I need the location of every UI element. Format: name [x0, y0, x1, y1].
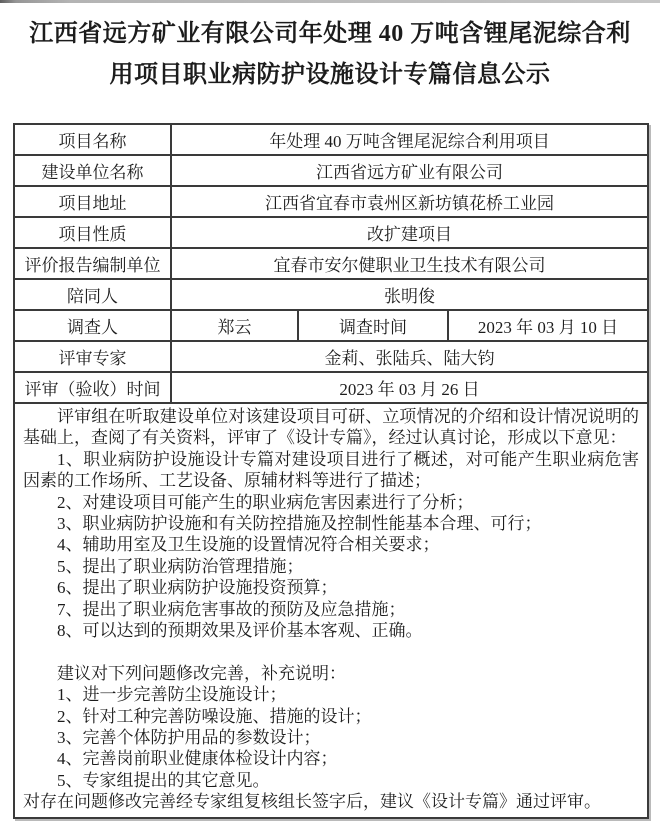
- opinion-suggestion: 4、完善岗前职业健康体检设计内容；: [57, 749, 338, 769]
- opinion-finding: 5、提出了职业病防治管理措施；: [57, 556, 304, 576]
- table-row-review-experts: [14, 341, 648, 372]
- opinion-intro: 评审组在听取建设单位对该建设项目可研、立项情况的介绍和设计情况说明的基础上，查阅了有关资料，评审了《设计专篇》，经过认真讨论，形成以下意见：: [23, 407, 640, 448]
- table-row-project-nature: [14, 217, 648, 248]
- opinion-finding: 1、职业病防护设施设计专篇对建设项目进行了概述，对可能产生职业病危害因素的工作场所、工艺设备、原辅材料等进行了描述；: [23, 449, 640, 491]
- opinion-finding: 7、提出了职业病危害事故的预防及应急措施；: [57, 599, 406, 619]
- row-value: 江西省远方矿业有限公司: [171, 155, 648, 186]
- table-row-project-name: [14, 124, 648, 155]
- row-label: 评审专家: [14, 341, 171, 372]
- blank-line: [23, 641, 639, 662]
- row-label: 项目名称: [14, 124, 171, 155]
- opinion-finding: 3、职业病防护设施和有关防控措施及控制性能基本合理、可行；: [57, 514, 542, 534]
- opinion-conclusion: 对存在问题修改完善经专家组复核组长签字后，建议《设计专篇》通过评审。: [23, 792, 601, 812]
- review-opinion-cell: [14, 403, 648, 818]
- table-row-review-date: [14, 372, 648, 403]
- row-label: 调查时间: [298, 310, 448, 341]
- table-row-review-opinion: [14, 403, 648, 818]
- table-row-project-address: [14, 186, 648, 217]
- table-row-accompanying-person: [14, 279, 648, 310]
- table-row-report-compiler: [14, 248, 648, 279]
- row-value: 江西省宜春市袁州区新坊镇花桥工业园: [171, 186, 648, 217]
- opinion-finding: 8、可以达到的预期效果及评价基本客观、正确。: [57, 621, 423, 641]
- opinion-finding: 4、辅助用室及卫生设施的设置情况符合相关要求；: [57, 535, 440, 555]
- row-value: 宜春市安尔健职业卫生技术有限公司: [171, 248, 648, 279]
- page-title: [0, 3, 660, 96]
- opinion-suggestion: 5、专家组提出的其它意见。: [57, 770, 270, 790]
- row-value: 金莉、张陆兵、陆大钧: [171, 341, 648, 372]
- opinion-suggest-intro: 建议对下列问题修改完善，补充说明：: [57, 663, 346, 683]
- row-value: 改扩建项目: [171, 217, 648, 248]
- page-title-line-2: 用项目职业病防护设施设计专篇信息公示: [109, 62, 551, 88]
- opinion-suggestion: 1、进一步完善防尘设施设计；: [57, 685, 287, 705]
- table-row-construction-unit: [14, 155, 648, 186]
- row-label: 项目地址: [14, 186, 171, 217]
- opinion-finding: 2、对建设项目可能产生的职业病危害因素进行了分析；: [57, 492, 474, 512]
- opinion-suggestion: 2、针对工种完善防噪设施、措施的设计；: [57, 706, 372, 726]
- opinion-finding: 6、提出了职业病防护设施投资预算；: [57, 578, 338, 598]
- row-value: 年处理 40 万吨含锂尾泥综合利用项目: [171, 124, 648, 155]
- table-row-investigator: [14, 310, 648, 341]
- row-label: 评价报告编制单位: [14, 248, 171, 279]
- row-value: 张明俊: [171, 279, 648, 310]
- row-value: 郑云: [171, 310, 298, 341]
- row-value: 2023 年 03 月 10 日: [448, 310, 648, 341]
- row-label: 陪同人: [14, 279, 171, 310]
- row-label: 建设单位名称: [14, 155, 171, 186]
- row-label: 评审（验收）时间: [14, 372, 171, 403]
- row-label: 调查人: [14, 310, 171, 341]
- page-title-line-1: 江西省远方矿业有限公司年处理 40 万吨含锂尾泥综合利: [29, 21, 631, 47]
- row-value: 2023 年 03 月 26 日: [171, 372, 648, 403]
- info-table: [13, 123, 649, 819]
- opinion-suggestion: 3、完善个体防护用品的参数设计；: [57, 728, 321, 748]
- row-label: 项目性质: [14, 217, 171, 248]
